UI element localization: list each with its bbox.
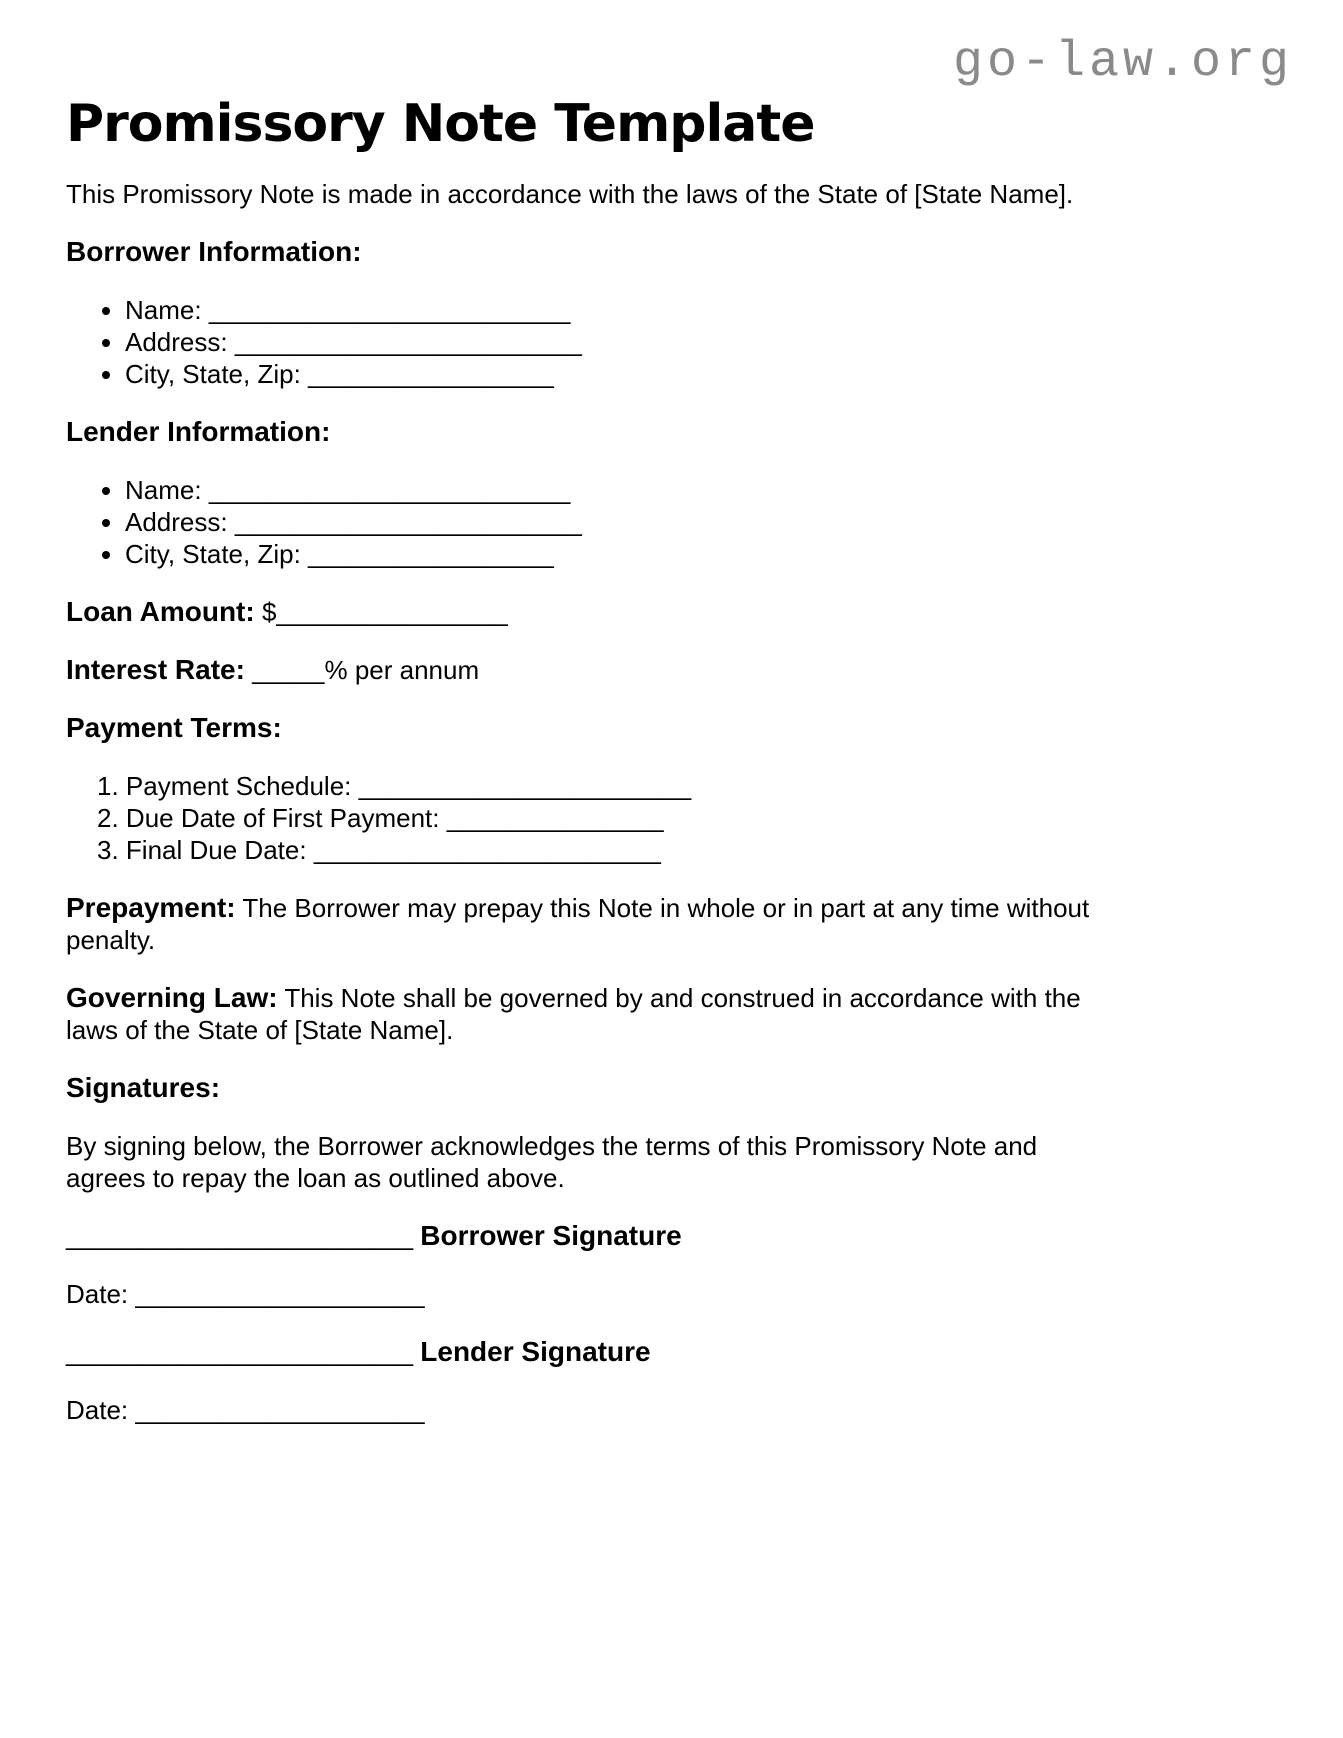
- lender-signature-row: [66, 1336, 1277, 1368]
- borrower-citystatezip-blank: _________________: [308, 359, 554, 389]
- governing-law-line2: laws of the State of [State Name].: [66, 1015, 454, 1045]
- borrower-date-row: [66, 1278, 1277, 1310]
- lender-name-label: Name:: [125, 475, 202, 505]
- borrower-section-heading: Borrower Information:: [66, 236, 362, 267]
- borrower-name-blank: _________________________: [208, 295, 571, 325]
- due-date-first-payment-number: 2.: [97, 803, 119, 833]
- borrower-name-field: [125, 294, 1277, 326]
- borrower-address-label: Address:: [125, 327, 228, 357]
- borrower-date-blank: ____________________: [135, 1279, 425, 1309]
- borrower-signature-label: Borrower Signature: [420, 1220, 682, 1251]
- governing-law-label: Governing Law:: [66, 982, 278, 1013]
- interest-rate-line: [66, 654, 1277, 686]
- prepayment-text1: The Borrower may prepay this Note in whole or in part at any time without: [242, 893, 1090, 923]
- borrower-signature-blank: ________________________: [66, 1221, 414, 1251]
- due-date-first-payment-blank: _______________: [446, 803, 664, 833]
- lender-name-blank: _________________________: [208, 475, 571, 505]
- borrower-address-field: [125, 326, 1277, 358]
- final-due-date-blank: ________________________: [313, 835, 661, 865]
- loan-amount-line: [66, 596, 1277, 628]
- final-due-date-number: 3.: [97, 835, 119, 865]
- lender-citystatezip-label: City, State, Zip:: [125, 539, 301, 569]
- lender-signature-blank: ________________________: [66, 1337, 414, 1367]
- due-date-first-payment-item: [97, 802, 1277, 834]
- interest-rate-suffix: % per annum: [324, 655, 480, 685]
- payment-schedule-item: [97, 770, 1277, 802]
- lender-date-label: Date:: [66, 1395, 129, 1425]
- governing-law-line1: [66, 982, 1277, 1014]
- payment-schedule-blank: _______________________: [358, 771, 692, 801]
- payment-schedule-label: Payment Schedule:: [125, 771, 352, 801]
- payment-terms-list: [97, 770, 1277, 866]
- borrower-fields-list: [66, 294, 1277, 390]
- governing-law-paragraph: [66, 982, 1277, 1046]
- document-title: Promissory Note Template: [66, 94, 815, 154]
- interest-rate-label: Interest Rate:: [66, 654, 245, 685]
- borrower-address-blank: ________________________: [234, 327, 582, 357]
- lender-signature-label: Lender Signature: [420, 1336, 651, 1367]
- lender-name-field: [125, 474, 1277, 506]
- prepayment-line1: [66, 892, 1277, 924]
- signatures-para-line1: By signing below, the Borrower acknowledges the terms of this Promissory Note and: [66, 1131, 1038, 1161]
- final-due-date-label: Final Due Date:: [125, 835, 307, 865]
- payment-terms-heading: Payment Terms:: [66, 712, 282, 743]
- signatures-paragraph: [66, 1130, 1277, 1194]
- signatures-para-line2: agrees to repay the loan as outlined above.: [66, 1163, 565, 1193]
- borrower-citystatezip-label: City, State, Zip:: [125, 359, 301, 389]
- intro-paragraph: This Promissory Note is made in accordance with the laws of the State of [State Name].: [66, 179, 1074, 209]
- lender-address-field: [125, 506, 1277, 538]
- payment-schedule-number: 1.: [97, 771, 119, 801]
- borrower-name-label: Name:: [125, 295, 202, 325]
- borrower-date-label: Date:: [66, 1279, 129, 1309]
- interest-rate-blank: _____: [252, 655, 325, 685]
- borrower-citystatezip-field: [125, 358, 1277, 390]
- borrower-signature-row: [66, 1220, 1277, 1252]
- final-due-date-item: [97, 834, 1277, 866]
- site-logo: go-law.org: [952, 34, 1293, 91]
- due-date-first-payment-label: Due Date of First Payment:: [125, 803, 440, 833]
- loan-amount-blank: ________________: [276, 597, 508, 627]
- lender-address-blank: ________________________: [234, 507, 582, 537]
- signatures-heading: Signatures:: [66, 1072, 221, 1103]
- lender-citystatezip-field: [125, 538, 1277, 570]
- governing-law-text1: This Note shall be governed by and construed in accordance with the: [284, 983, 1081, 1013]
- lender-date-row: [66, 1394, 1277, 1426]
- prepayment-paragraph: [66, 892, 1277, 956]
- lender-address-label: Address:: [125, 507, 228, 537]
- lender-date-blank: ____________________: [135, 1395, 425, 1425]
- lender-section-heading: Lender Information:: [66, 416, 331, 447]
- lender-fields-list: [66, 474, 1277, 570]
- lender-citystatezip-blank: _________________: [308, 539, 554, 569]
- loan-amount-currency: $: [261, 597, 277, 627]
- loan-amount-label: Loan Amount:: [66, 596, 255, 627]
- prepayment-line2: penalty.: [66, 925, 156, 955]
- prepayment-label: Prepayment:: [66, 892, 236, 923]
